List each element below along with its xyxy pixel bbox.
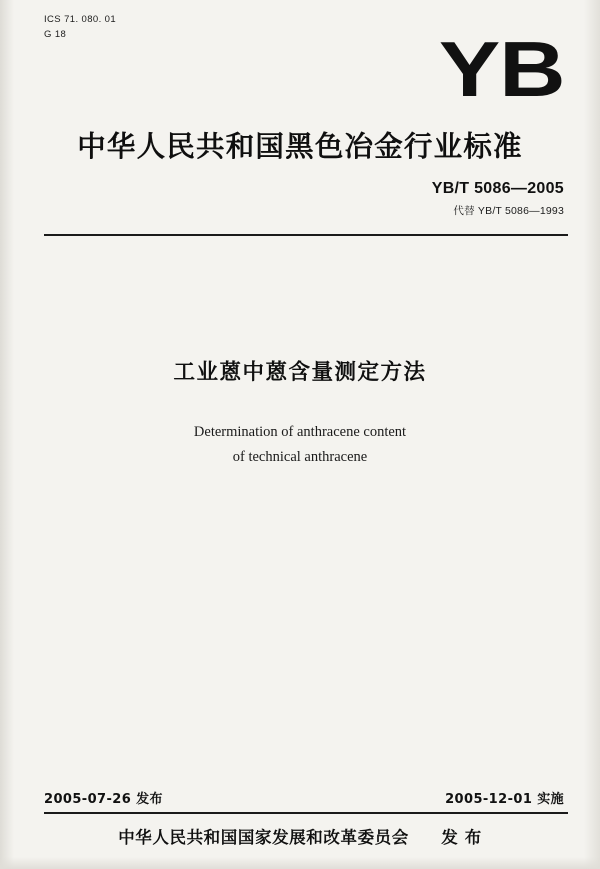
ics-number: ICS 71. 080. 01 <box>44 14 117 25</box>
header-divider <box>44 234 568 236</box>
page-edge-shadow-bottom <box>0 857 600 869</box>
organization-title: 中华人民共和国黑色冶金行业标准 <box>77 130 523 163</box>
ics-classification-block <box>44 13 116 42</box>
footer-divider <box>44 812 568 814</box>
standard-number: YB/T 5086—2005 <box>431 180 564 197</box>
document-title-english-line2: of technical anthracene <box>232 449 368 466</box>
standard-code-block <box>432 180 564 218</box>
publisher-name: 中华人民共和国国家发展和改革委员会 <box>118 828 409 847</box>
implement-date: 2005-12-01 实施 <box>445 792 564 807</box>
publisher-action: 发 布 <box>441 828 482 847</box>
document-title-chinese: 工业蒽中蒽含量测定方法 <box>173 360 427 385</box>
standard-replaces: 代替 YB/T 5086—1993 <box>453 205 564 217</box>
publisher-line <box>0 824 600 848</box>
yb-logo: YB <box>438 25 564 113</box>
document-title-english-line1: Determination of anthracene content <box>193 424 407 440</box>
document-title-english <box>0 420 600 471</box>
ccs-number: G 18 <box>44 28 67 40</box>
issue-date: 2005-07-26 发布 <box>44 792 163 807</box>
date-row <box>44 788 564 807</box>
